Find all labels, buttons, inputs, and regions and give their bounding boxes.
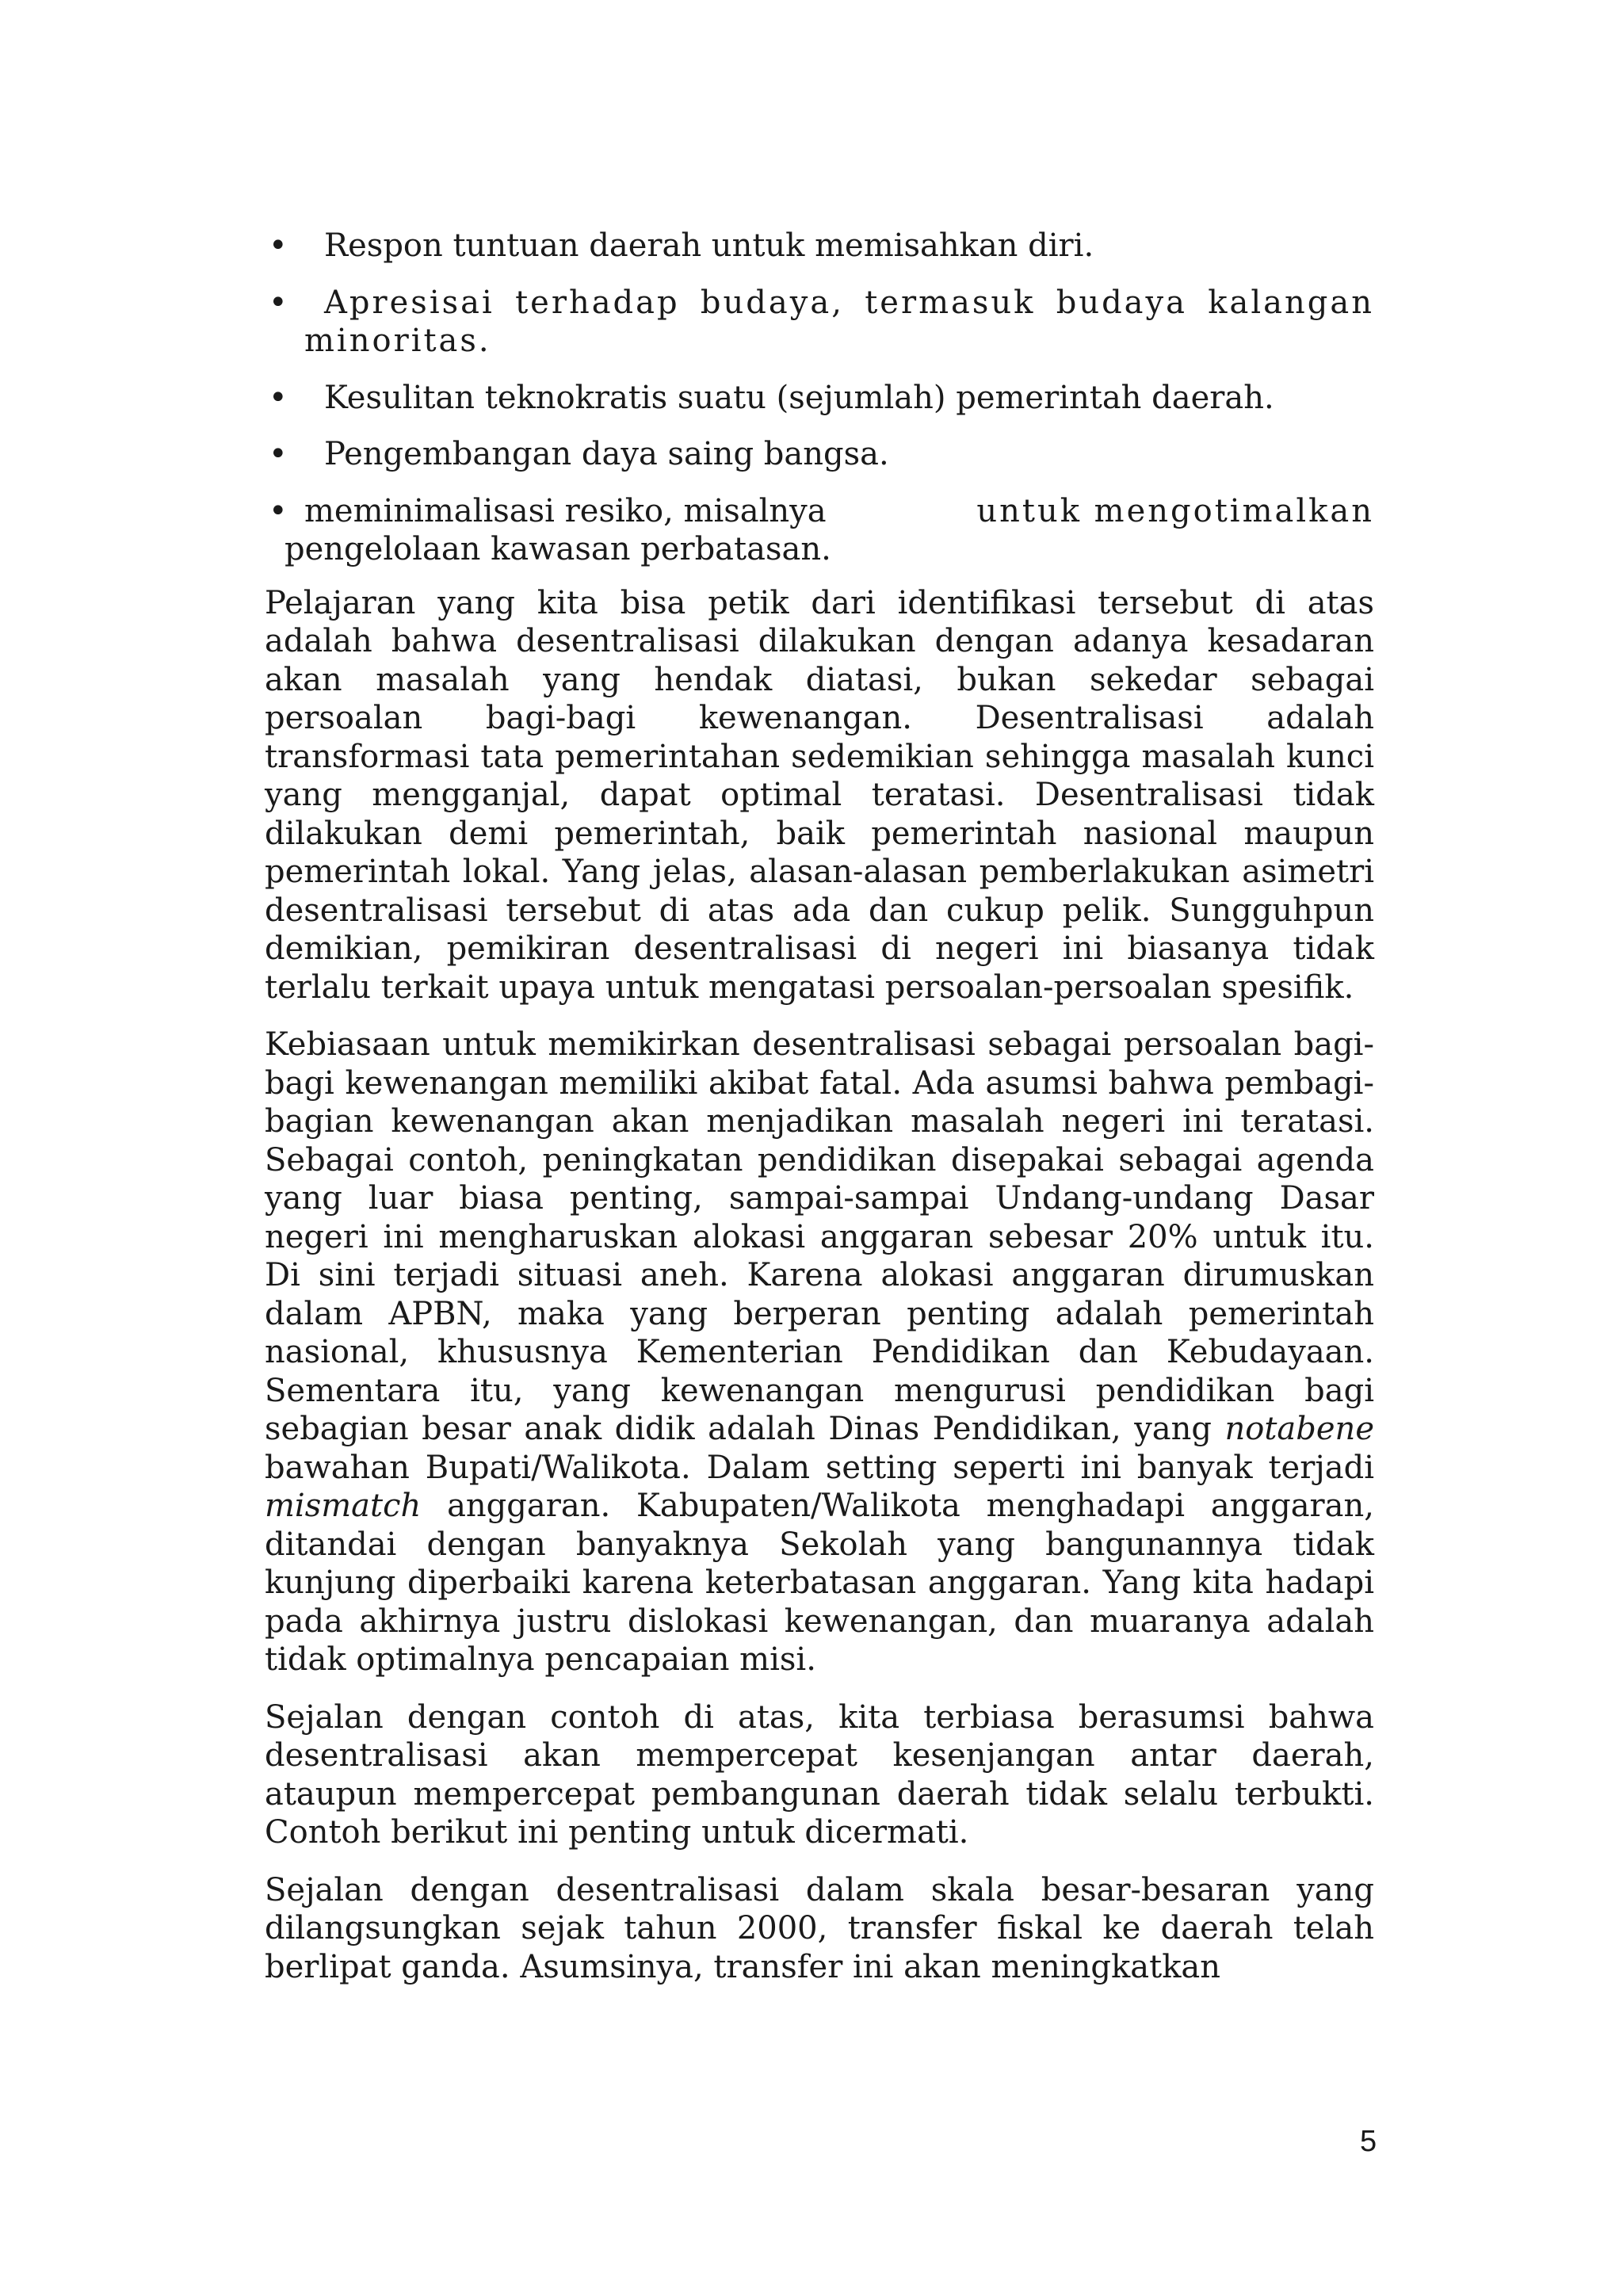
paragraph-2-part-3: anggaran. Kabupaten/Walikota menghadapi anggaran, ditandai dengan banyaknya Sekolah yang bangunannya tidak kunjung diperbaiki karena keterbatasan anggaran. Yang kita hadapi pada akhirnya justru dislokasi kewenangan, dan muaranya adalah tidak optimalnya pencapaian misi. <box>265 1488 1374 1678</box>
paragraph-2-italic-notabene: notabene <box>1224 1411 1374 1447</box>
bullet-item <box>265 284 1374 361</box>
bullet-text: Pengembangan daya saing bangsa. <box>324 436 889 472</box>
bullet-text-left: meminimalisasi resiko, misalnya <box>304 492 827 529</box>
bullet-item <box>265 435 1374 474</box>
bullet-text: Apresisai terhadap budaya, termasuk budaya kalangan minoritas. <box>304 284 1374 359</box>
bullet-text-row <box>285 492 1374 531</box>
bullet-icon: • <box>269 436 288 472</box>
paragraph-2-part-1: Kebiasaan untuk memikirkan desentralisasi sebagai persoalan bagi-bagi kewenangan memiliki akibat fatal. Ada asumsi bahwa pembagi-bagian kewenangan akan menjadikan masalah negeri ini teratasi. Sebagai contoh, peningkatan pendidikan disepakai sebagai agenda yang luar biasa penting, sampai-sampai Undang-undang Dasar negeri ini mengharuskan alokasi anggaran sebesar 20% untuk itu. Di sini terjadi situasi aneh. Karena alokasi anggaran dirumuskan dalam APBN, maka yang berperan penting adalah pemerintah nasional, khususnya Kementerian Pendidikan dan Kebudayaan. Sementara itu, yang kewenangan mengurusi pendidikan bagi sebagian besar anak didik adalah Dinas Pendidikan, yang <box>265 1026 1374 1447</box>
page-number: 5 <box>1360 2125 1377 2158</box>
bullet-text: Kesulitan teknokratis suatu (sejumlah) pemerintah daerah. <box>324 379 1274 416</box>
paragraph-2 <box>265 1026 1374 1679</box>
bullet-item <box>265 379 1374 418</box>
paragraph-2-part-2: bawahan Bupati/Walikota. Dalam setting seperti ini banyak terjadi <box>265 1449 1374 1486</box>
bullet-text-continuation: pengelolaan kawasan perbatasan. <box>285 531 831 567</box>
bullet-icon: • <box>269 284 288 321</box>
bullet-list <box>265 227 1374 569</box>
page-content <box>265 227 1374 2005</box>
paragraph-4: Sejalan dengan desentralisasi dalam skala besar-besaran yang dilangsungkan sejak tahun 2000, transfer fiskal ke daerah telah berlipat ganda. Asumsinya, transfer ini akan meningkatkan <box>265 1871 1374 1985</box>
paragraph-1: Pelajaran yang kita bisa petik dari identifikasi tersebut di atas adalah bahwa desentralisasi dilakukan dengan adanya kesadaran akan masalah yang hendak diatasi, bukan sekedar sebagai persoalan bagi-bagi kewenangan. Desentralisasi adalah transformasi tata pemerintahan sedemikian sehingga masalah kunci yang mengganjal, dapat optimal teratasi. Desentralisasi tidak dilakukan demi pemerintah, baik pemerintah nasional maupun pemerintah lokal. Yang jelas, alasan-alasan pemberlakukan asimetri desentralisasi tersebut di atas ada dan cukup pelik. Sungguhpun demikian, pemikiran desentralisasi di negeri ini biasanya tidak terlalu terkait upaya untuk mengatasi persoalan-persoalan spesifik. <box>265 584 1374 1006</box>
bullet-text: Respon tuntuan daerah untuk memisahkan diri. <box>324 227 1094 264</box>
bullet-icon: • <box>269 227 288 264</box>
bullet-icon: • <box>269 379 288 416</box>
bullet-icon: • <box>269 492 288 529</box>
paragraph-2-italic-mismatch: mismatch <box>265 1488 422 1524</box>
bullet-item <box>265 227 1374 266</box>
bullet-item <box>265 492 1374 569</box>
paragraph-3: Sejalan dengan contoh di atas, kita terbiasa berasumsi bahwa desentralisasi akan mempercepat kesenjangan antar daerah, ataupun mempercepat pembangunan daerah tidak selalu terbukti. Contoh berikut ini penting untuk dicermati. <box>265 1698 1374 1851</box>
bullet-text-right: untuk mengotimalkan <box>976 492 1374 529</box>
